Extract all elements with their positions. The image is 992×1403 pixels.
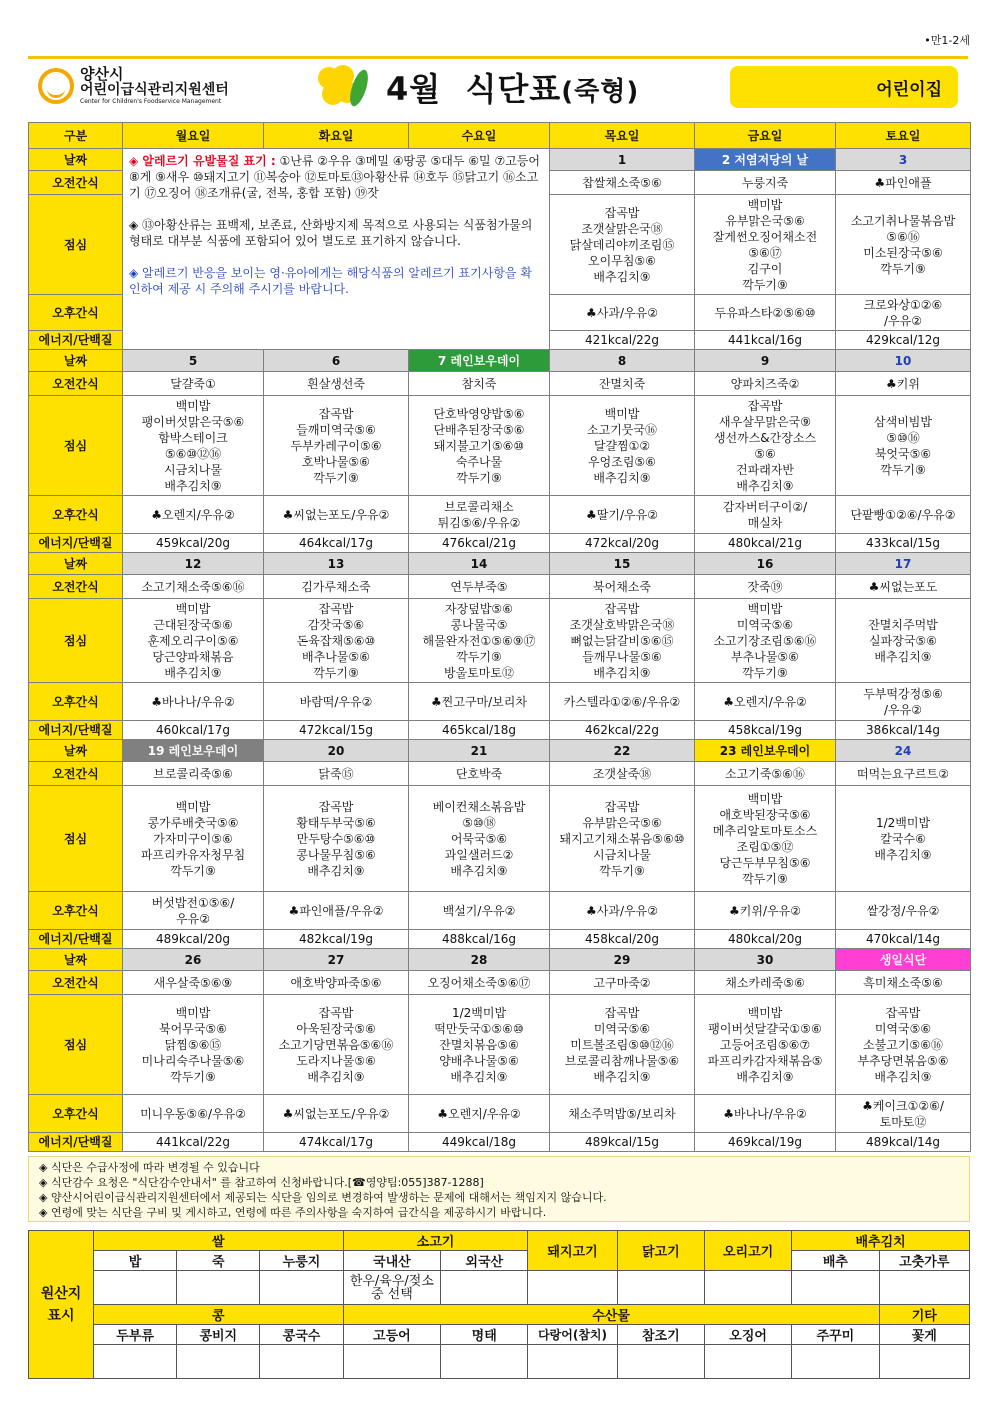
footer-notes bbox=[28, 1156, 970, 1222]
energy-cell: 470kcal/14g bbox=[836, 930, 971, 949]
beef-origin-value bbox=[343, 1271, 440, 1305]
origin-value bbox=[617, 1271, 704, 1305]
origin-col: 국내산 bbox=[343, 1251, 440, 1271]
row-label-energy: 에너지/단백질 bbox=[29, 721, 123, 740]
allergy-list: ①난류 ②우유 ③메밀 ④땅콩 ⑤대두 ⑥밀 ⑦고등어 ⑧게 ⑨새우 ⑩돼지고기 ⑪복숭아 ⑫토마토⑬아황산류 ⑭호두 ⑮닭고기 ⑯소고기 ⑰오징어 ⑱조개류(굴, 전복, 홍합 포함) ⑲잣 bbox=[129, 154, 540, 200]
header-thu: 목요일 bbox=[550, 123, 695, 149]
pm-snack-cell: ♣오렌지/우유② bbox=[695, 683, 836, 721]
pm-snack-cell: ♣케이크①②⑥/ 토마토⑫ bbox=[836, 1095, 971, 1133]
pm-snack-cell: 카스텔라①②⑥/우유② bbox=[550, 683, 695, 721]
origin-value bbox=[93, 1271, 176, 1305]
sulfite-note: ◈ ⑬아황산류는 표백제, 보존료, 산화방지제 목적으로 사용되는 식품첨가물의 형태로 대부분 식품에 포함되어 있어 별도로 표기하지 않습니다. bbox=[129, 218, 533, 248]
date-row bbox=[29, 740, 971, 762]
origin-col: 명태 bbox=[441, 1325, 528, 1345]
pm-snack-cell: 감자버터구이②/ 매실차 bbox=[695, 496, 836, 534]
lunch-cell: 잡곡밥 아욱된장국⑤⑥ 소고기당면볶음⑤⑥⑯ 도라지나물⑤⑥ 배추김치⑨ bbox=[264, 995, 409, 1095]
lunch-cell: 백미밥 유부맑은국⑤⑥ 잘게썬오징어채소전 ⑤⑥⑰ 김구이 깍두기⑨ bbox=[695, 195, 836, 295]
row-label-pm: 오후간식 bbox=[29, 892, 123, 930]
am-snack-cell: 채소카레죽⑤⑥ bbox=[695, 971, 836, 995]
date-cell: 21 bbox=[409, 740, 550, 762]
pm-snack-cell: 두유파스타②⑤⑥⑩ bbox=[695, 295, 836, 331]
origin-label-text: 원산지 표시 bbox=[40, 1285, 82, 1324]
energy-cell: 458kcal/20g bbox=[550, 930, 695, 949]
lunch-cell: 백미밥 팽이버섯맑은국⑤⑥ 함박스테이크 ⑤⑥⑩⑫⑯ 시금치나물 배추김치⑨ bbox=[123, 396, 264, 496]
beef-origin-note: 한우/육우/젖소 중 선택 bbox=[349, 1273, 434, 1302]
origin-seafood: 수산물 bbox=[343, 1305, 879, 1325]
energy-cell: 474kcal/17g bbox=[264, 1133, 409, 1152]
origin-value bbox=[792, 1345, 879, 1379]
pm-snack-cell: 미니우동⑤⑥/우유② bbox=[123, 1095, 264, 1133]
lunch-cell: 백미밥 근대된장국⑤⑥ 훈제오리구이⑤⑥ 당근양파채볶음 배추김치⑨ bbox=[123, 599, 264, 683]
am-snack-cell: 참치죽 bbox=[409, 372, 550, 396]
am-snack-cell: 브로콜리죽⑤⑥ bbox=[123, 762, 264, 786]
energy-cell: 462kcal/22g bbox=[550, 721, 695, 740]
row-label-pm: 오후간식 bbox=[29, 496, 123, 534]
date-cell: 23 레인보우데이 bbox=[695, 740, 836, 762]
lunch-cell: 잡곡밥 새우살무맑은국⑨ 생선까스&간장소스 ⑤⑥ 건파래자반 배추김치⑨ bbox=[695, 396, 836, 496]
lunch-cell: 잡곡밥 미역국⑤⑥ 소불고기⑤⑥⑯ 부추당면볶음⑤⑥ 배추김치⑨ bbox=[836, 995, 971, 1095]
header-rule bbox=[28, 56, 968, 59]
pm-snack-cell: ♣사과/우유② bbox=[550, 892, 695, 930]
note-line: ◈ 식단은 수급사정에 따라 변경될 수 있습니다 bbox=[39, 1161, 260, 1174]
origin-value bbox=[441, 1345, 528, 1379]
origin-value bbox=[704, 1271, 791, 1305]
energy-cell: 449kcal/18g bbox=[409, 1133, 550, 1152]
header-sat: 토요일 bbox=[836, 123, 971, 149]
origin-pork: 돼지고기 bbox=[528, 1231, 617, 1271]
date-cell: 생일식단 bbox=[836, 949, 971, 971]
row-label-am: 오전간식 bbox=[29, 171, 123, 195]
lunch-cell: 자장덮밥⑤⑥ 콩나물국⑤ 해물완자전①⑤⑥⑨⑰ 깍두기⑨ 방울토마토⑫ bbox=[409, 599, 550, 683]
org-city: 양산시 bbox=[80, 65, 124, 83]
title-main: 식단표 bbox=[465, 70, 562, 108]
date-cell: 13 bbox=[264, 553, 409, 575]
age-group-label: •만1-2세 bbox=[924, 34, 970, 47]
energy-cell: 489kcal/20g bbox=[123, 930, 264, 949]
lunch-cell: 소고기취나물볶음밥 ⑤⑥⑯ 미소된장국⑤⑥ 깍두기⑨ bbox=[836, 195, 971, 295]
origin-col: 밥 bbox=[93, 1251, 176, 1271]
am-snack-cell: 흰살생선죽 bbox=[264, 372, 409, 396]
pm-snack-cell: 단팥빵①②⑥/우유② bbox=[836, 496, 971, 534]
am-snack-cell: 단호박죽 bbox=[409, 762, 550, 786]
pm-snack-cell: ♣바나나/우유② bbox=[123, 683, 264, 721]
pm-snack-cell: ♣오렌지/우유② bbox=[409, 1095, 550, 1133]
am-snack-cell: 새우살죽⑤⑥⑨ bbox=[123, 971, 264, 995]
origin-col: 죽 bbox=[177, 1251, 260, 1271]
pm-snack-cell: 쌀강정/우유② bbox=[836, 892, 971, 930]
row-label-am: 오전간식 bbox=[29, 575, 123, 599]
am-snack-cell: ♣씨없는포도 bbox=[836, 575, 971, 599]
origin-col: 꽃게 bbox=[879, 1325, 969, 1345]
am-snack-cell: 연두부죽⑤ bbox=[409, 575, 550, 599]
org-name-en: Center for Children's Foodservice Management bbox=[80, 98, 222, 105]
date-cell: 1 bbox=[550, 149, 695, 171]
energy-cell: 488kcal/16g bbox=[409, 930, 550, 949]
pm-snack-cell: ♣찐고구마/보리차 bbox=[409, 683, 550, 721]
header-fri: 금요일 bbox=[695, 123, 836, 149]
date-cell: 9 bbox=[695, 350, 836, 372]
header-tue: 화요일 bbox=[264, 123, 409, 149]
energy-cell: 441kcal/22g bbox=[123, 1133, 264, 1152]
row-label-lunch: 점심 bbox=[29, 599, 123, 683]
date-row bbox=[29, 553, 971, 575]
lunch-cell: 잡곡밥 조갯살호박맑은국⑱ 뼈없는닭갈비⑤⑥⑮ 들깨무나물⑤⑥ 배추김치⑨ bbox=[550, 599, 695, 683]
date-cell: 14 bbox=[409, 553, 550, 575]
energy-cell: 480kcal/21g bbox=[695, 534, 836, 553]
row-label-date: 날짜 bbox=[29, 553, 123, 575]
am-snack-cell: 소고기죽⑤⑥⑯ bbox=[695, 762, 836, 786]
am-snack-cell: 고구마죽② bbox=[550, 971, 695, 995]
am-snack-cell: ♣키위 bbox=[836, 372, 971, 396]
energy-cell: 476kcal/21g bbox=[409, 534, 550, 553]
origin-value bbox=[177, 1345, 260, 1379]
origin-value bbox=[260, 1345, 343, 1379]
date-cell: 10 bbox=[836, 350, 971, 372]
lunch-cell: 백미밥 미역국⑤⑥ 소고기장조림⑤⑥⑯ 부추나물⑤⑥ 깍두기⑨ bbox=[695, 599, 836, 683]
allergy-warning: ◈ 알레르기 반응을 보이는 영·유아에게는 해당식품의 알레르기 표기사항을 확인하여 제공 시 주의해 주시기를 바랍니다. bbox=[129, 266, 532, 296]
am-snack-cell: ♣파인애플 bbox=[836, 171, 971, 195]
origin-value bbox=[879, 1345, 969, 1379]
am-snack-cell: 오징어채소죽⑤⑥⑰ bbox=[409, 971, 550, 995]
origin-value bbox=[441, 1271, 528, 1305]
origin-table bbox=[28, 1230, 970, 1379]
origin-chicken: 닭고기 bbox=[617, 1231, 704, 1271]
am-snack-cell: 닭죽⑮ bbox=[264, 762, 409, 786]
energy-cell: 458kcal/19g bbox=[695, 721, 836, 740]
row-label-pm: 오후간식 bbox=[29, 295, 123, 331]
energy-cell: 460kcal/17g bbox=[123, 721, 264, 740]
title-kind: (죽형) bbox=[561, 77, 640, 107]
origin-col: 콩국수 bbox=[260, 1325, 343, 1345]
date-cell: 6 bbox=[264, 350, 409, 372]
allergy-title: ◈ 알레르기 유발물질 표기 : bbox=[129, 154, 276, 168]
energy-cell: 465kcal/18g bbox=[409, 721, 550, 740]
origin-col: 다랑어(참치) bbox=[528, 1325, 617, 1345]
energy-cell: 421kcal/22g bbox=[550, 331, 695, 350]
row-label-pm: 오후간식 bbox=[29, 1095, 123, 1133]
date-cell: 27 bbox=[264, 949, 409, 971]
row-label-date: 날짜 bbox=[29, 350, 123, 372]
origin-value bbox=[792, 1271, 879, 1305]
date-cell: 20 bbox=[264, 740, 409, 762]
origin-duck: 오리고기 bbox=[704, 1231, 791, 1271]
row-label-energy: 에너지/단백질 bbox=[29, 1133, 123, 1152]
energy-cell: 489kcal/15g bbox=[550, 1133, 695, 1152]
origin-col: 콩비지 bbox=[177, 1325, 260, 1345]
date-cell: 12 bbox=[123, 553, 264, 575]
am-snack-cell: 흑미채소죽⑤⑥ bbox=[836, 971, 971, 995]
date-cell: 17 bbox=[836, 553, 971, 575]
date-cell: 28 bbox=[409, 949, 550, 971]
energy-cell: 482kcal/19g bbox=[264, 930, 409, 949]
am-snack-cell: 조갯살죽⑱ bbox=[550, 762, 695, 786]
origin-beef: 소고기 bbox=[343, 1231, 528, 1251]
origin-value bbox=[528, 1345, 617, 1379]
row-label-date: 날짜 bbox=[29, 949, 123, 971]
origin-col: 오징어 bbox=[704, 1325, 791, 1345]
am-snack-cell: 달걀죽① bbox=[123, 372, 264, 396]
origin-value bbox=[260, 1271, 343, 1305]
header-mon: 월요일 bbox=[123, 123, 264, 149]
row-label-pm: 오후간식 bbox=[29, 683, 123, 721]
page-header bbox=[28, 62, 968, 112]
pm-snack-cell: ♣씨없는포도/우유② bbox=[264, 1095, 409, 1133]
am-snack-cell: 북어채소죽 bbox=[550, 575, 695, 599]
energy-cell: 441kcal/16g bbox=[695, 331, 836, 350]
row-label-am: 오전간식 bbox=[29, 762, 123, 786]
date-row bbox=[29, 949, 971, 971]
lunch-cell: 백미밥 애호박된장국⑤⑥ 메추리알토마토소스 조림①⑤⑫ 당근두부무침⑤⑥ 깍두기⑨ bbox=[695, 786, 836, 892]
date-cell: 29 bbox=[550, 949, 695, 971]
lunch-cell: 베이컨채소볶음밥 ⑤⑩⑱ 어묵국⑤⑥ 과일샐러드② 배추김치⑨ bbox=[409, 786, 550, 892]
menu-table bbox=[28, 122, 971, 1152]
am-snack-cell: 찹쌀채소죽⑤⑥ bbox=[550, 171, 695, 195]
energy-cell: 480kcal/20g bbox=[695, 930, 836, 949]
date-cell: 15 bbox=[550, 553, 695, 575]
pm-snack-cell: ♣사과/우유② bbox=[550, 295, 695, 331]
origin-value bbox=[93, 1345, 176, 1379]
note-line: ◈ 식단감수 요청은 "식단감수안내서" 를 참고하여 신청바랍니다.[☎영양팀:055]387-1288] bbox=[39, 1176, 484, 1189]
energy-cell: 429kcal/12g bbox=[836, 331, 971, 350]
am-snack-cell: 떠먹는요구르트② bbox=[836, 762, 971, 786]
energy-cell: 464kcal/17g bbox=[264, 534, 409, 553]
am-snack-cell: 잣죽⑲ bbox=[695, 575, 836, 599]
energy-cell: 459kcal/20g bbox=[123, 534, 264, 553]
lunch-cell: 단호박영양밥⑤⑥ 단배추된장국⑤⑥ 돼지불고기⑤⑥⑩ 숙주나물 깍두기⑨ bbox=[409, 396, 550, 496]
origin-col: 주꾸미 bbox=[792, 1325, 879, 1345]
lunch-cell: 1/2백미밥 떡만둣국①⑤⑥⑩ 잔멸치볶음⑤⑥ 양배추나물⑤⑥ 배추김치⑨ bbox=[409, 995, 550, 1095]
date-cell: 16 bbox=[695, 553, 836, 575]
row-label-lunch: 점심 bbox=[29, 786, 123, 892]
origin-col: 고춧가루 bbox=[879, 1251, 969, 1271]
origin-col: 배추 bbox=[792, 1251, 879, 1271]
page-title bbox=[316, 64, 639, 110]
origin-rice: 쌀 bbox=[93, 1231, 343, 1251]
date-cell: 2 저염저당의 날 bbox=[695, 149, 836, 171]
weekday-header-row bbox=[29, 123, 971, 149]
center-logo bbox=[38, 66, 229, 106]
lunch-cell: 삼색비빔밥 ⑤⑩⑯ 북엇국⑤⑥ 깍두기⑨ bbox=[836, 396, 971, 496]
pm-snack-cell: 백설기/우유② bbox=[409, 892, 550, 930]
am-snack-cell: 애호박양파죽⑤⑥ bbox=[264, 971, 409, 995]
origin-kimchi: 배추김치 bbox=[792, 1231, 970, 1251]
energy-cell: 489kcal/14g bbox=[836, 1133, 971, 1152]
lunch-cell: 잡곡밥 감잣국⑤⑥ 돈육잡채⑤⑥⑩ 배추나물⑤⑥ 깍두기⑨ bbox=[264, 599, 409, 683]
energy-cell: 472kcal/15g bbox=[264, 721, 409, 740]
pm-snack-cell: ♣오렌지/우유② bbox=[123, 496, 264, 534]
pm-snack-cell: 버섯밥전①⑤⑥/ 우유② bbox=[123, 892, 264, 930]
date-row bbox=[29, 350, 971, 372]
date-cell: 5 bbox=[123, 350, 264, 372]
row-label-energy: 에너지/단백질 bbox=[29, 331, 123, 350]
lunch-cell: 잡곡밥 들깨미역국⑤⑥ 두부카레구이⑤⑥ 호박나물⑤⑥ 깍두기⑨ bbox=[264, 396, 409, 496]
lunch-cell: 잡곡밥 조갯살맑은국⑱ 닭살데리야끼조림⑮ 오이무침⑤⑥ 배추김치⑨ bbox=[550, 195, 695, 295]
energy-cell: 386kcal/14g bbox=[836, 721, 971, 740]
row-label-date: 날짜 bbox=[29, 740, 123, 762]
row-label-lunch: 점심 bbox=[29, 995, 123, 1095]
pm-snack-cell: 두부떡강정⑤⑥ /우유② bbox=[836, 683, 971, 721]
facility-badge: 어린이집 bbox=[730, 66, 958, 108]
origin-value bbox=[617, 1345, 704, 1379]
date-cell: 26 bbox=[123, 949, 264, 971]
smile-logo-icon bbox=[38, 68, 74, 104]
date-row bbox=[29, 149, 971, 171]
date-cell: 7 레인보우데이 bbox=[409, 350, 550, 372]
energy-cell: 469kcal/19g bbox=[695, 1133, 836, 1152]
origin-etc: 기타 bbox=[879, 1305, 969, 1325]
pm-snack-cell: ♣바나나/우유② bbox=[695, 1095, 836, 1133]
origin-value bbox=[177, 1271, 260, 1305]
note-line: ◈ 양산시어린이급식관리지원센터에서 제공되는 식단을 임의로 변경하여 발생하는 문제에 대해서는 책임지지 않습니다. bbox=[39, 1191, 607, 1204]
am-snack-cell: 누룽지죽 bbox=[695, 171, 836, 195]
lunch-cell: 잔멸치주먹밥 실파장국⑤⑥ 배추김치⑨ bbox=[836, 599, 971, 683]
lunch-cell: 백미밥 팽이버섯달걀국①⑤⑥ 고등어조림⑤⑥⑦ 파프리카감자채볶음⑤ 배추김치⑨ bbox=[695, 995, 836, 1095]
origin-value bbox=[879, 1271, 969, 1305]
row-label-am: 오전간식 bbox=[29, 971, 123, 995]
pm-snack-cell: ♣씨없는포도/우유② bbox=[264, 496, 409, 534]
pm-snack-cell: 크로와상①②⑥ /우유② bbox=[836, 295, 971, 331]
row-label-date: 날짜 bbox=[29, 149, 123, 171]
am-snack-cell: 잔멸치죽 bbox=[550, 372, 695, 396]
origin-bean: 콩 bbox=[93, 1305, 343, 1325]
lunch-cell: 백미밥 북어무국⑤⑥ 닭찜⑤⑥⑮ 미나리숙주나물⑤⑥ 깍두기⑨ bbox=[123, 995, 264, 1095]
lunch-cell: 1/2백미밥 칼국수⑥ 배추김치⑨ bbox=[836, 786, 971, 892]
origin-value bbox=[528, 1271, 617, 1305]
lunch-cell: 백미밥 콩가루배춧국⑤⑥ 가자미구이⑤⑥ 파프리카유자청무침 깍두기⑨ bbox=[123, 786, 264, 892]
date-cell: 30 bbox=[695, 949, 836, 971]
title-month: 4월 bbox=[386, 70, 442, 108]
lunch-cell: 백미밥 소고기뭇국⑯ 달걀찜①② 우엉조림⑤⑥ 배추김치⑨ bbox=[550, 396, 695, 496]
pm-snack-cell: ♣파인애플/우유② bbox=[264, 892, 409, 930]
header-wed: 수요일 bbox=[409, 123, 550, 149]
allergy-notice bbox=[123, 149, 550, 350]
origin-col: 누룽지 bbox=[260, 1251, 343, 1271]
org-name: 어린이급식관리지원센터 bbox=[80, 82, 229, 98]
row-label-am: 오전간식 bbox=[29, 372, 123, 396]
date-cell: 3 bbox=[836, 149, 971, 171]
pm-snack-cell: ♣키위/우유② bbox=[695, 892, 836, 930]
header-category: 구분 bbox=[29, 123, 123, 149]
pm-snack-cell: 채소주먹밥⑤/보리차 bbox=[550, 1095, 695, 1133]
pm-snack-cell: ♣딸기/우유② bbox=[550, 496, 695, 534]
flower-icon bbox=[316, 65, 378, 109]
date-cell: 19 레인보우데이 bbox=[123, 740, 264, 762]
lunch-cell: 잡곡밥 유부맑은국⑤⑥ 돼지고기채소볶음⑤⑥⑩ 시금치나물 깍두기⑨ bbox=[550, 786, 695, 892]
origin-col: 고등어 bbox=[343, 1325, 440, 1345]
date-cell: 8 bbox=[550, 350, 695, 372]
am-snack-cell: 김가루채소죽 bbox=[264, 575, 409, 599]
origin-label bbox=[29, 1231, 94, 1379]
am-snack-cell: 소고기채소죽⑤⑥⑯ bbox=[123, 575, 264, 599]
row-label-lunch: 점심 bbox=[29, 396, 123, 496]
lunch-cell: 잡곡밥 황태두부국⑤⑥ 만두탕수⑤⑥⑩ 콩나물무침⑤⑥ 배추김치⑨ bbox=[264, 786, 409, 892]
origin-value bbox=[343, 1345, 440, 1379]
note-line: ◈ 연령에 맞는 식단을 구비 및 게시하고, 연령에 따른 주의사항을 숙지하여 급간식을 제공하시기 바랍니다. bbox=[39, 1206, 547, 1219]
pm-snack-cell: 브로콜리채소 튀김⑤⑥/우유② bbox=[409, 496, 550, 534]
date-cell: 24 bbox=[836, 740, 971, 762]
am-snack-cell: 양파치즈죽② bbox=[695, 372, 836, 396]
date-cell: 22 bbox=[550, 740, 695, 762]
energy-cell: 472kcal/20g bbox=[550, 534, 695, 553]
pm-snack-cell: 바람떡/우유② bbox=[264, 683, 409, 721]
row-label-energy: 에너지/단백질 bbox=[29, 930, 123, 949]
lunch-cell: 잡곡밥 미역국⑤⑥ 미트볼조림⑤⑩⑫⑯ 브로콜리참깨나물⑤⑥ 배추김치⑨ bbox=[550, 995, 695, 1095]
energy-cell: 433kcal/15g bbox=[836, 534, 971, 553]
origin-col: 참조기 bbox=[617, 1325, 704, 1345]
origin-col: 외국산 bbox=[441, 1251, 528, 1271]
origin-value bbox=[704, 1345, 791, 1379]
row-label-lunch: 점심 bbox=[29, 195, 123, 295]
origin-col: 두부류 bbox=[93, 1325, 176, 1345]
row-label-energy: 에너지/단백질 bbox=[29, 534, 123, 553]
